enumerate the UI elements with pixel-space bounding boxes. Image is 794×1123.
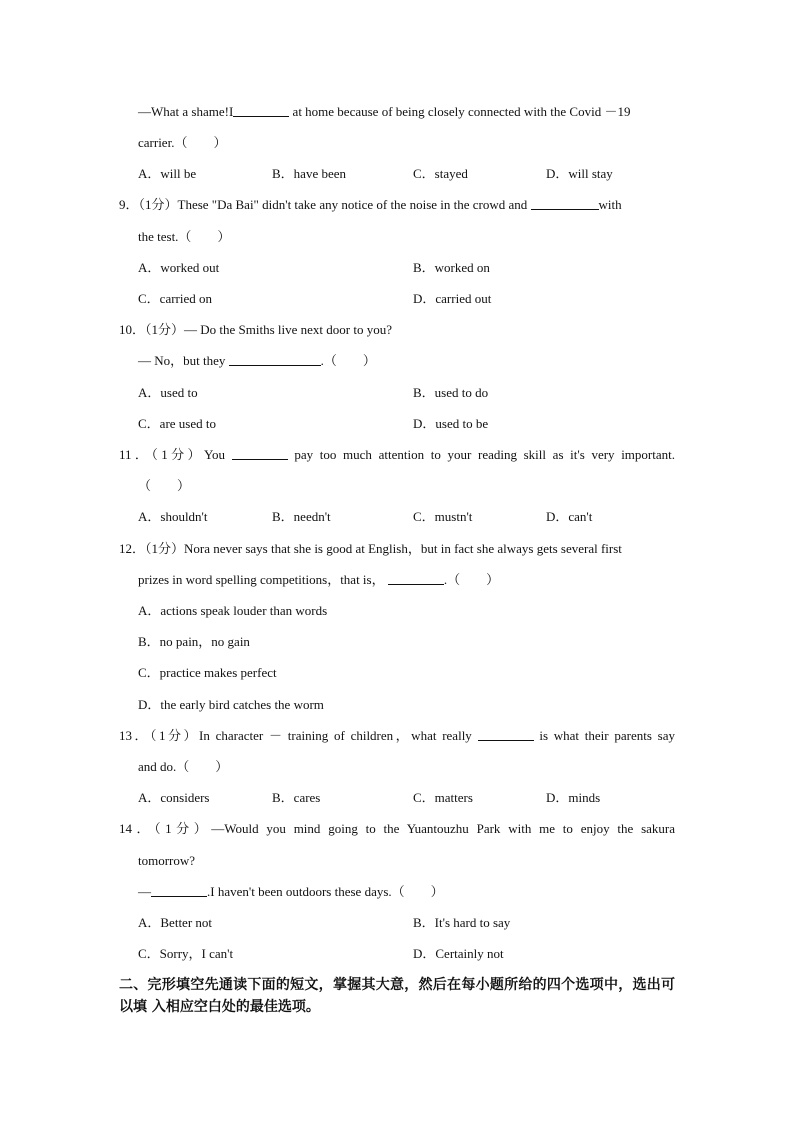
- q11-option-b[interactable]: B．needn't: [272, 509, 331, 524]
- q11-option-c[interactable]: C．mustn't: [413, 509, 473, 524]
- q10-option-c[interactable]: C．are used to: [138, 416, 216, 431]
- q11-stem-line2: （ ）: [138, 478, 191, 493]
- q13-option-b[interactable]: B．cares: [272, 790, 321, 805]
- q12-option-b[interactable]: B．no pain，no gain: [138, 634, 250, 649]
- q13-option-a[interactable]: A．considers: [138, 790, 210, 805]
- q11-option-d[interactable]: D．can't: [546, 509, 593, 524]
- q10-stem-line1: 10．（1分）— Do the Smiths live next door to you?: [119, 322, 392, 337]
- answer-blank[interactable]: [233, 104, 289, 117]
- q10-option-d[interactable]: D．used to be: [413, 416, 489, 431]
- q8-stem-line2: carrier.（ ）: [138, 135, 227, 150]
- answer-blank[interactable]: [232, 447, 288, 460]
- answer-blank[interactable]: [229, 353, 321, 366]
- q8-option-d[interactable]: D．will stay: [546, 166, 613, 181]
- q12-stem-line2: prizes in word spelling competitions，that is， .（ ）: [138, 572, 500, 587]
- q10-stem-line2: — No，but they .（ ）: [138, 353, 376, 368]
- q8-option-b[interactable]: B．have been: [272, 166, 347, 181]
- answer-blank[interactable]: [478, 728, 534, 741]
- q9-option-d[interactable]: D．carried out: [413, 291, 492, 306]
- q14-option-c[interactable]: C．Sorry，I can't: [138, 946, 234, 961]
- q12-stem-line1: 12．（1分）Nora never says that she is good at English，but in fact she always gets several first: [119, 541, 622, 556]
- q10-option-b[interactable]: B．used to do: [413, 385, 489, 400]
- q9-stem-line1: 9．（1分）These "Da Bai" didn't take any notice of the noise in the crowd and with: [119, 197, 622, 212]
- q8-option-c[interactable]: C．stayed: [413, 166, 468, 181]
- q9-option-c[interactable]: C．carried on: [138, 291, 213, 306]
- q8-option-a[interactable]: A．will be: [138, 166, 197, 181]
- q14-option-a[interactable]: A．Better not: [138, 915, 213, 930]
- q9-option-b[interactable]: B．worked on: [413, 260, 490, 275]
- section-heading: 二、完形填空先通读下面的短文，掌握其大意，然后在每小题所给的四个选项中，选出可以填 入相应空白处的最佳选项。: [119, 977, 675, 1015]
- q14-stem-line1: 14．（1分）—Would you mind going to the Yuantouzhu Park with me to enjoy the sakura: [119, 821, 675, 836]
- q13-stem-line2: and do.（ ）: [138, 759, 229, 774]
- q14-option-d[interactable]: D．Certainly not: [413, 946, 504, 961]
- q9-option-a[interactable]: A．worked out: [138, 260, 220, 275]
- q14-stem-line2: tomorrow?: [138, 853, 196, 868]
- q13-option-c[interactable]: C．matters: [413, 790, 473, 805]
- q13-stem-line1: 13．（1分）In character － training of children，what really is what their parents say: [119, 728, 676, 743]
- q13-option-d[interactable]: D．minds: [546, 790, 601, 805]
- q12-option-d[interactable]: D．the early bird catches the worm: [138, 697, 324, 712]
- q9-stem-line2: the test.（ ）: [138, 229, 231, 244]
- q10-option-a[interactable]: A．used to: [138, 385, 198, 400]
- q12-option-c[interactable]: C．practice makes perfect: [138, 665, 277, 680]
- q11-stem-line1: 11．（1分）You pay too much attention to your reading skill as it's very important.: [119, 447, 675, 462]
- q14-stem-line3: — .I haven't been outdoors these days.（ ）: [138, 884, 444, 899]
- answer-blank[interactable]: [388, 572, 444, 585]
- answer-blank[interactable]: [151, 884, 207, 897]
- answer-blank[interactable]: [531, 197, 599, 210]
- q8-stem-line1: —What a shame!I at home because of being closely connected with the Covid －19: [138, 104, 631, 119]
- q14-option-b[interactable]: B．It's hard to say: [413, 915, 511, 930]
- q12-option-a[interactable]: A．actions speak louder than words: [138, 603, 328, 618]
- q11-option-a[interactable]: A．shouldn't: [138, 509, 208, 524]
